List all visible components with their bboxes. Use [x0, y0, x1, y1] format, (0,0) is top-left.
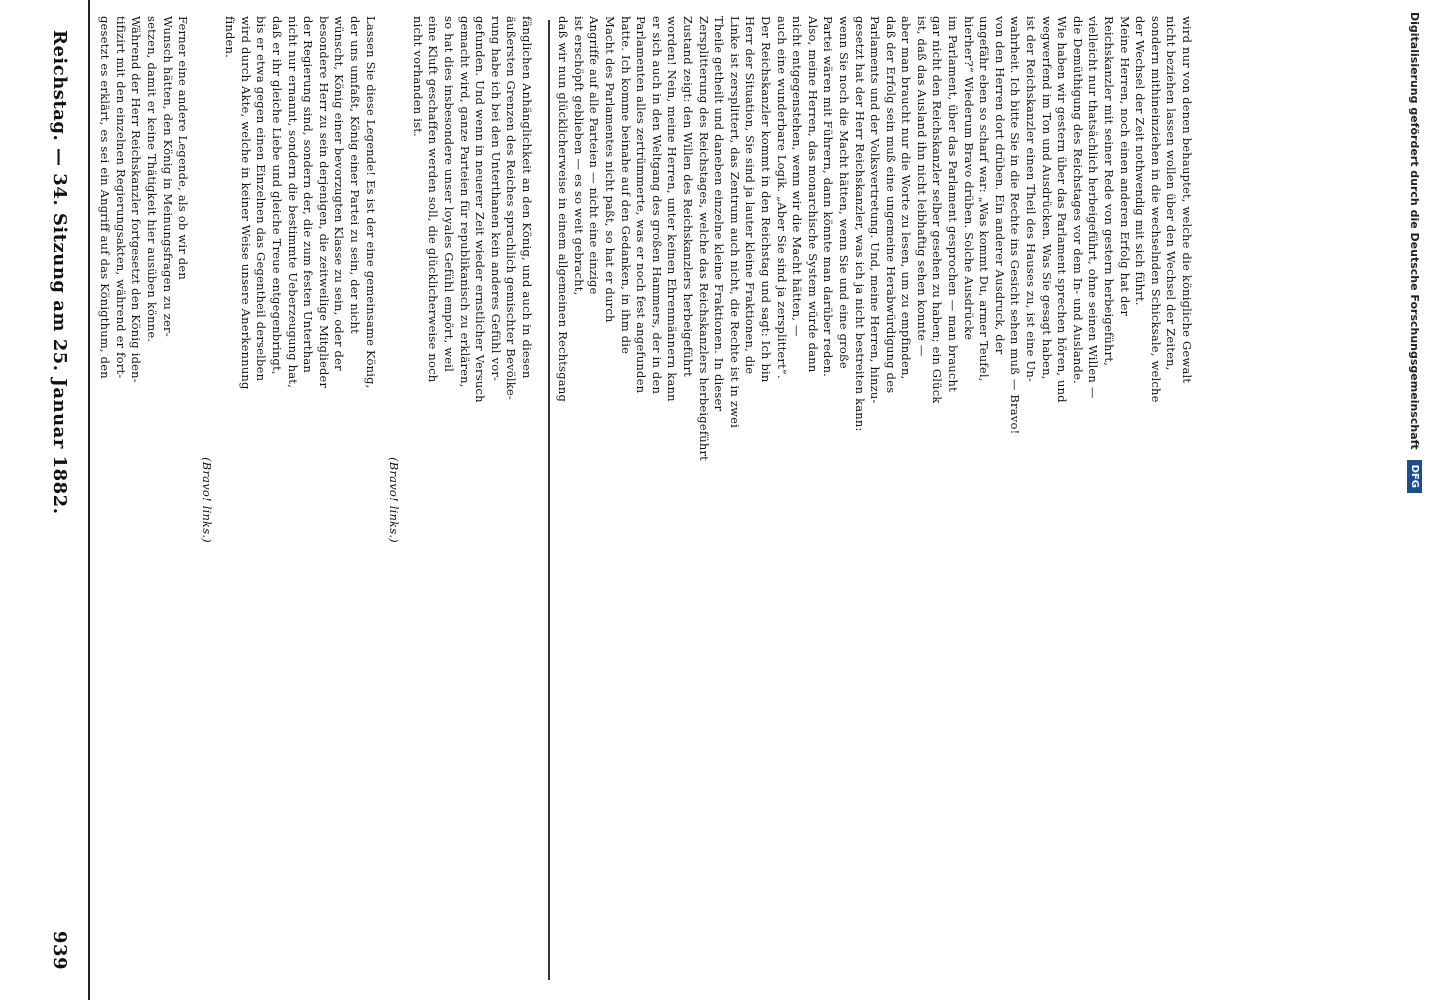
text-line: tifizirt mit den einzelnen Regierungsakten, während er fort- — [113, 16, 128, 379]
text-line — [96, 16, 97, 984]
text-line: gesetzt es erklärt, es sei ein Angriff auf das Königthum, den — [98, 16, 113, 379]
text-line: wird durch Akte, welche in keiner Weise unsere Anerkennung — [238, 16, 253, 390]
text-line: nicht nur ernannt, sondern die bestimmte Ueberzeugung hat, — [285, 16, 300, 388]
text-line: daß der Erfolg sein muß eine ungemeine Herabwürdigung des — [883, 16, 898, 394]
text-line: der Wechsel der Zeit nothwendig mit sich führt. — [1133, 16, 1148, 306]
text-line: Zersplitterung des Reichstages, welche das Reichskanzlers herbeigeführt — [696, 16, 711, 462]
text-line: Linke ist zersplittert, das Zentrum auch nicht, die Rechte ist in zwei — [727, 16, 742, 429]
text-line: Partei wären mit Führern, dann könnte man darüber reden. — [821, 16, 836, 378]
text-line: äußersten Grenzen des Reiches sprachlich gemischter Bevölke- — [504, 16, 519, 400]
digitization-credit — [1398, 0, 1432, 1000]
text-line: wenn Sie noch die Macht hätten, wenn Sie und eine große — [836, 16, 851, 369]
text-line: der Regierung sind, sondern der, die zum festen Unterthan — [301, 16, 316, 373]
text-line: daß er ihr gleiche Liebe und gleiche Treue entgegenbringt, — [270, 16, 285, 375]
text-line: er sich auch in den Weltgang des großen Hammers, der in den — [649, 16, 664, 395]
text-column-right — [556, 0, 1206, 1000]
text-line: Zustand zeigt: den Willen des Reichskanzlers herbeigeführt — [681, 16, 695, 377]
text-line: vielleicht nur thatsächlich herbeigeführt, ohne seinen Willen — — [1086, 16, 1101, 399]
text-line: ist erschöpft geblieben — es so weit gebracht, — [571, 16, 586, 296]
credit-text: Digitalisierung gefördert durch die Deutsche Forschungsgemeinschaft — [1408, 12, 1422, 450]
header-rule — [88, 0, 90, 1000]
text-line: (Bravo! links.) — [199, 457, 214, 543]
text-line: daß wir nun glücklicherweise in einem allgemeinen Rechtsgang — [556, 16, 571, 403]
text-line: eine Kluft geschaffen werden soll, die glücklicherweise noch — [426, 16, 441, 383]
text-line: gefunden. Und wenn in neuerer Zeit wieder ernstlicher Versuch — [473, 16, 488, 403]
text-line: gemacht wird, ganze Parteien für republikanisch zu erklären, — [457, 16, 472, 388]
text-line: nicht beziehen lassen wollen über den Wechsel der Zeiten, — [1164, 16, 1179, 371]
text-line: der uns umfaßt, König einer Partei zu sein, der nicht — [348, 16, 363, 334]
text-line: Wie haben wir gestern über das Parlament sprechen hören, und — [1055, 16, 1070, 403]
text-line: hatte. Ich komme beinahe auf den Gedanken, in ihm die — [618, 16, 633, 355]
text-line: ist, daß das Ausland ihn nicht leibhaftig sehen konnte — — [914, 16, 929, 357]
text-line: von den Herren dort drüben. Ein anderer Ausdruck, der — [992, 16, 1007, 355]
text-line: wünscht, König einer bevorzugten Klasse zu sein, oder der — [332, 16, 347, 371]
text-line: aber man braucht nur die Worte zu lesen, um zu empfinden, — [899, 16, 914, 380]
text-line: Der Reichskanzler kommt in den Reichstag und sagt: Ich bin — [758, 16, 773, 383]
text-line: nicht entgegenstehen, wenn wir die Macht hätten, — — [790, 16, 805, 337]
text-line: Parlaments und der Volksvertretung. Und, meine Herren, hinzu- — [868, 16, 883, 404]
text-line: die Demüthigung des Reichstages vor dem In- und Auslande. — [1070, 16, 1085, 384]
text-line: gesetzt hat der Herr Reichskanzler, was ich ja nicht bestreiten kann: — [852, 16, 867, 432]
text-line: besondere Herr zu sein derjenigen, die zeitweilige Mitglieder — [316, 16, 331, 389]
text-line: rung habe ich bei den Unterthanen kein anderes Gefühl vor- — [488, 16, 503, 382]
column-divider — [548, 20, 550, 980]
text-line: Theile getheilt und daneben einzelne kleine Fraktionen. In dieser — [712, 16, 727, 412]
text-line: auch eine wunderbare Logik. „Aber Sie sind ja zersplittert“. — [774, 16, 789, 379]
text-line: setzen, damit er keine Thätigkeit hier ausüben könne. — [144, 16, 159, 343]
text-line: Also, meine Herren, das monarchische System würde dann — [805, 16, 820, 373]
text-line: Meine Herren, noch einen anderen Erfolg hat der — [1117, 16, 1132, 317]
text-line: ist der Reichskanzler einen Theil des Hauses zu, ist eine Un- — [1024, 16, 1039, 383]
dfg-logo: DFG — [1408, 460, 1423, 493]
text-line: so hat dies insbesondere unser loyales Gefühl empört, weil — [442, 16, 457, 373]
text-line: Lassen Sie diese Legende! Es ist der eine gemeinsame König, — [363, 16, 378, 389]
text-line: hierher?“ Wiederum Bravo drüben. Solche Ausdrücke — [961, 16, 976, 341]
text-line: Ferner eine andere Legende, als ob wir den — [176, 16, 191, 280]
text-line: wegwerfend im Ton und Ausdrücken. Was Sie gesagt haben, — [1039, 16, 1054, 380]
text-line: Macht des Parlamentes nicht paßt, so hat er durch — [603, 16, 618, 323]
text-column-left — [96, 0, 546, 1000]
text-line: ungefähr eben so scharf war: „Was kommt Du, armer Teufel, — [977, 16, 992, 382]
text-line: Reichskanzler mit seiner Rede von gestern herbeigeführt, — [1102, 16, 1117, 367]
text-line: im Parlament, über das Parlament gesprochen — man braucht — [946, 16, 961, 392]
running-header — [40, 0, 80, 1000]
text-line: Herr der Situation, Sie sind ja lauter kleine Fraktionen, die — [743, 16, 758, 375]
text-line: Wunsch hätten, den König in Meinungsfragen zu zer- — [160, 16, 175, 337]
column-left-lines — [96, 0, 546, 1000]
text-line: finden. — [223, 16, 238, 58]
column-right-lines — [556, 0, 1206, 1000]
text-line: (Bravo! links.) — [387, 457, 402, 543]
text-line: Parlamenten alles zertrümmerte, was er noch fest angefunden — [634, 16, 649, 394]
text-line: fänglichen Anhänglichkeit an den König, und auch in diesen — [520, 16, 534, 379]
text-line: nicht vorhanden ist. — [410, 16, 425, 137]
text-line: sondern mithineinziehen in die wechselnden Schicksale, welche — [1148, 16, 1163, 403]
text-line: gar nicht den Reichskanzler selber gesehen zu haben; ein Glück — [930, 16, 945, 404]
text-line: Angriffe auf alle Parteien — nicht eine einzige — [587, 16, 602, 295]
text-line: wird nur von denen behauptet, welche die königliche Gewalt — [1180, 16, 1194, 384]
text-line: wahrheit. Ich bitte Sie in die Rechte ins Gesicht sehen muß — Bravo! — [1008, 16, 1023, 435]
text-line: bis er etwa gegen einen Einzelnen das Gegentheil derselben — [254, 16, 269, 382]
text-line: Während der Herr Reichskanzler fortgesetzt den König iden- — [129, 16, 144, 383]
header-title: Reichstag. — 34. Sitzung am 25. Januar 1882. — [49, 30, 71, 515]
page-number: 939 — [49, 930, 71, 970]
text-line: worden! Nein, meine Herren, unter keinen Ehrenmännern kann — [665, 16, 680, 402]
